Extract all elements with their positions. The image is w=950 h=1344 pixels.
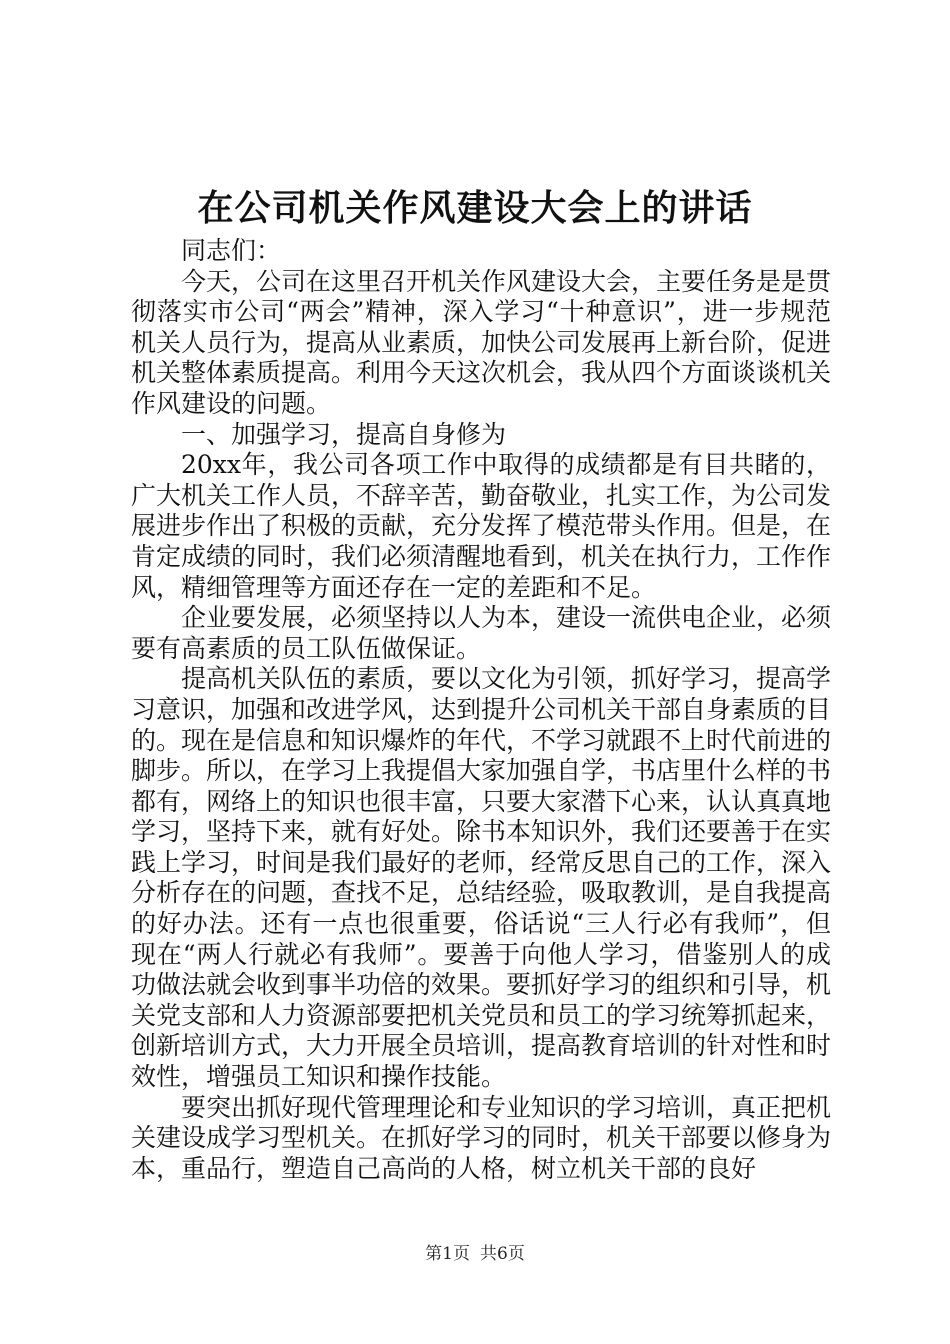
page-number: 第1页 [425,1244,470,1264]
document-body [131,236,831,1184]
body-paragraph: 企业要发展，必须坚持以人为本，建设一流供电企业，必须要有高素质的员工队伍做保证。 [131,603,832,663]
page-title: 在公司机关作风建设大会上的讲话 [197,187,753,229]
page-total: 共6页 [480,1244,525,1264]
salutation-paragraph: 同志们： [181,236,282,265]
body-paragraph: 20xx年，我公司各项工作中取得的成绩都是有目共睹的，广大机关工作人员，不辞辛苦，勤奋敬业，扎实工作，为公司发展进步作出了积极的贡献，充分发挥了模范带头作用。但是，在肯定成绩的同时，我们必须清醒地看到，机关在执行力，工作作风，精细管理等方面还存在一定的差距和不足。 [131,450,832,602]
body-paragraph: 要突出抓好现代管理理论和专业知识的学习培训，真正把机关建设成学习型机关。在抓好学习的同时，机关干部要以修身为本，重品行，塑造自己高尚的人格，树立机关干部的良好 [131,1092,832,1183]
section-heading: 一、加强学习，提高自身修为 [181,419,507,449]
page-footer [0,1242,950,1266]
body-paragraph: 提高机关队伍的素质，要以文化为引领，抓好学习，提高学习意识，加强和改进学风，达到提升公司机关干部自身素质的目的。现在是信息和知识爆炸的年代，不学习就跟不上时代前进的脚步。所以，在学习上我提倡大家加强自学，书店里什么样的书都有，网络上的知识也很丰富，只要大家潜下心来，认认真真地学习，坚持下来，就有好处。除书本知识外，我们还要善于在实践上学习，时间是我们最好的老师，经常反思自己的工作，深入分析存在的问题，查找不足，总结经验，吸取教训，是自我提高的好办法。还有一点也很重要，俗话说“三人行必有我师”，但现在“两人行就必有我师”。要善于向他人学习，借鉴别人的成功做法就会收到事半功倍的效果。要抓好学习的组织和引导，机关党支部和人力资源部要把机关党员和员工的学习统筹抓起来，创新培训方式，大力开展全员培训，提高教育培训的针对性和时效性，增强员工知识和操作技能。 [131,664,832,1092]
intro-paragraph: 今天，公司在这里召开机关作风建设大会，主要任务是是贯彻落实市公司“两会”精神，深入学习“十种意识”，进一步规范机关人员行为，提高从业素质，加快公司发展再上新台阶，促进机关整体素质提高。利用今天这次机会，我从四个方面谈谈机关作风建设的问题。 [131,266,832,418]
